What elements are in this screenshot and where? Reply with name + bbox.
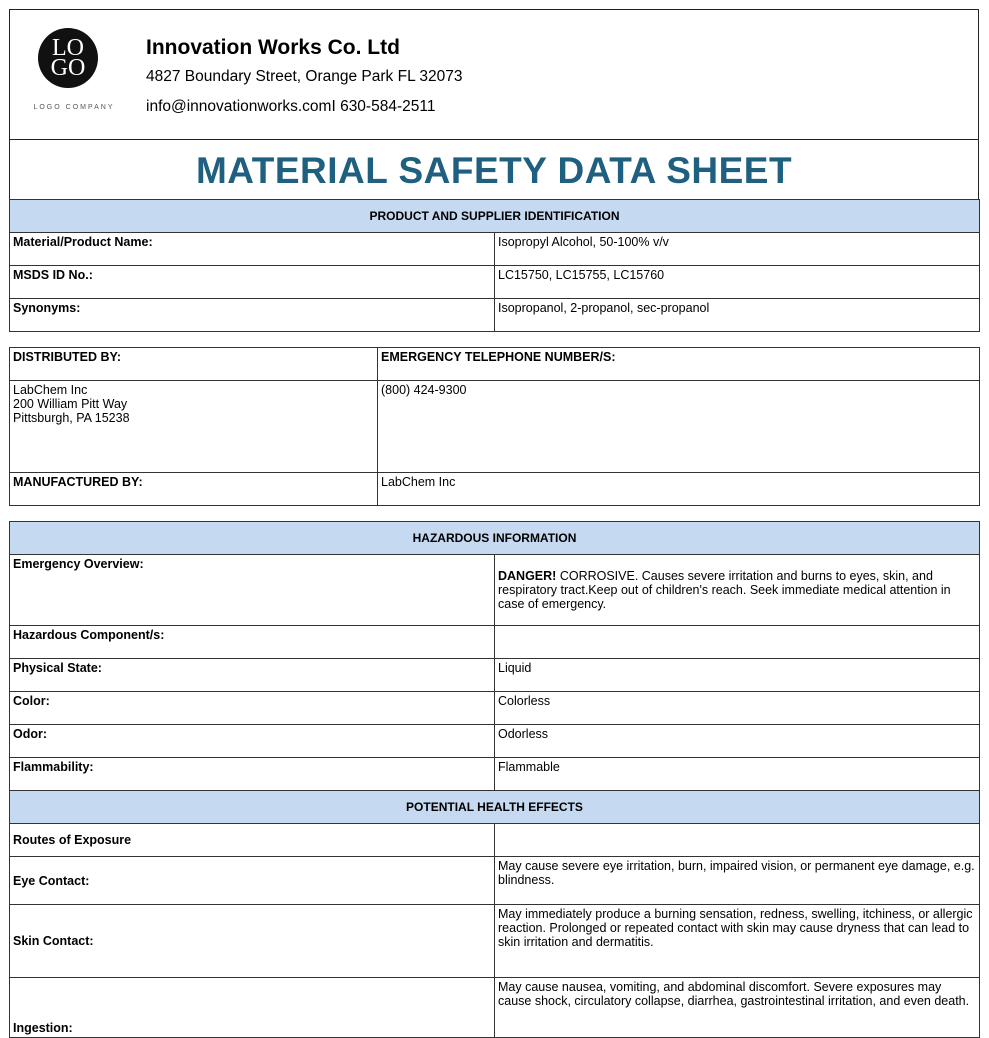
product-table (9, 199, 980, 332)
table-row (10, 626, 980, 659)
document-title: MATERIAL SAFETY DATA SHEET (195, 150, 793, 191)
company-address: 4827 Boundary Street, Orange Park FL 32073 (146, 68, 463, 85)
emergency-overview-label: Emergency Overview: (10, 555, 495, 626)
row-value (495, 626, 980, 659)
logo-caption: LOGO COMPANY (33, 104, 115, 111)
eye-contact-label: Eye Contact: (10, 857, 495, 905)
row-label: Synonyms: (10, 299, 495, 332)
row-label: Odor: (10, 725, 495, 758)
table-row (10, 692, 980, 725)
skin-contact-label: Skin Contact: (10, 905, 495, 978)
logo-text-top: LO (52, 35, 84, 61)
row-value: Odorless (495, 725, 980, 758)
title-band (9, 139, 979, 200)
emergency-phone: (800) 424-9300 (378, 381, 980, 473)
row-label: Color: (10, 692, 495, 725)
distribution-table (9, 347, 980, 506)
logo-text-bottom: GO (50, 55, 86, 81)
row-label: Flammability: (10, 758, 495, 791)
section-header-hazard: HAZARDOUS INFORMATION (10, 522, 980, 555)
manufactured-by-label: MANUFACTURED BY: (10, 473, 378, 506)
routes-value (495, 824, 980, 857)
ingestion-label: Ingestion: (10, 978, 495, 1038)
danger-word: DANGER! (498, 569, 557, 583)
row-value: Flammable (495, 758, 980, 791)
table-row (10, 233, 980, 266)
row-label: Hazardous Component/s: (10, 626, 495, 659)
distributed-by-label: DISTRIBUTED BY: (10, 348, 378, 381)
company-contact: info@innovationworks.comI 630-584-2511 (146, 98, 436, 115)
row-value: Liquid (495, 659, 980, 692)
emergency-overview (495, 555, 980, 626)
company-header (9, 9, 979, 140)
table-row (10, 299, 980, 332)
eye-contact-text: May cause severe eye irritation, burn, impaired vision, or permanent eye damage, e.g. blindness. (495, 857, 980, 905)
routes-label: Routes of Exposure (10, 824, 495, 857)
section-header-product: PRODUCT AND SUPPLIER IDENTIFICATION (10, 200, 980, 233)
ingestion-text: May cause nausea, vomiting, and abdominal discomfort. Severe exposures may cause shock, circulatory collapse, diarrhea, gastrointestinal irritation, and even death. (495, 978, 980, 1038)
section-header-health: POTENTIAL HEALTH EFFECTS (10, 791, 980, 824)
overview-text: CORROSIVE. Causes severe irritation and burns to eyes, skin, and respiratory tract.Keep out of children's reach. Seek immediate medical attention in case of emergency. (498, 569, 951, 611)
manufacturer: LabChem Inc (378, 473, 980, 506)
row-value: Colorless (495, 692, 980, 725)
hazard-table (9, 521, 980, 1038)
table-row (10, 266, 980, 299)
emergency-phone-label: EMERGENCY TELEPHONE NUMBER/S: (378, 348, 980, 381)
row-value: Isopropyl Alcohol, 50-100% v/v (495, 233, 980, 266)
table-row (10, 659, 980, 692)
row-value: Isopropanol, 2-propanol, sec-propanol (495, 299, 980, 332)
skin-contact-text: May immediately produce a burning sensation, redness, swelling, itchiness, or allergic reaction. Prolonged or repeated contact with skin may cause dryness that can lead to skin irritation and dermatitis. (495, 905, 980, 978)
row-label: MSDS ID No.: (10, 266, 495, 299)
row-label: Material/Product Name: (10, 233, 495, 266)
distributor-address: LabChem Inc 200 William Pitt Way Pittsburgh, PA 15238 (10, 381, 378, 473)
table-row (10, 725, 980, 758)
company-logo (38, 28, 98, 88)
table-row (10, 758, 980, 791)
company-name: Innovation Works Co. Ltd (146, 36, 400, 59)
row-value: LC15750, LC15755, LC15760 (495, 266, 980, 299)
row-label: Physical State: (10, 659, 495, 692)
